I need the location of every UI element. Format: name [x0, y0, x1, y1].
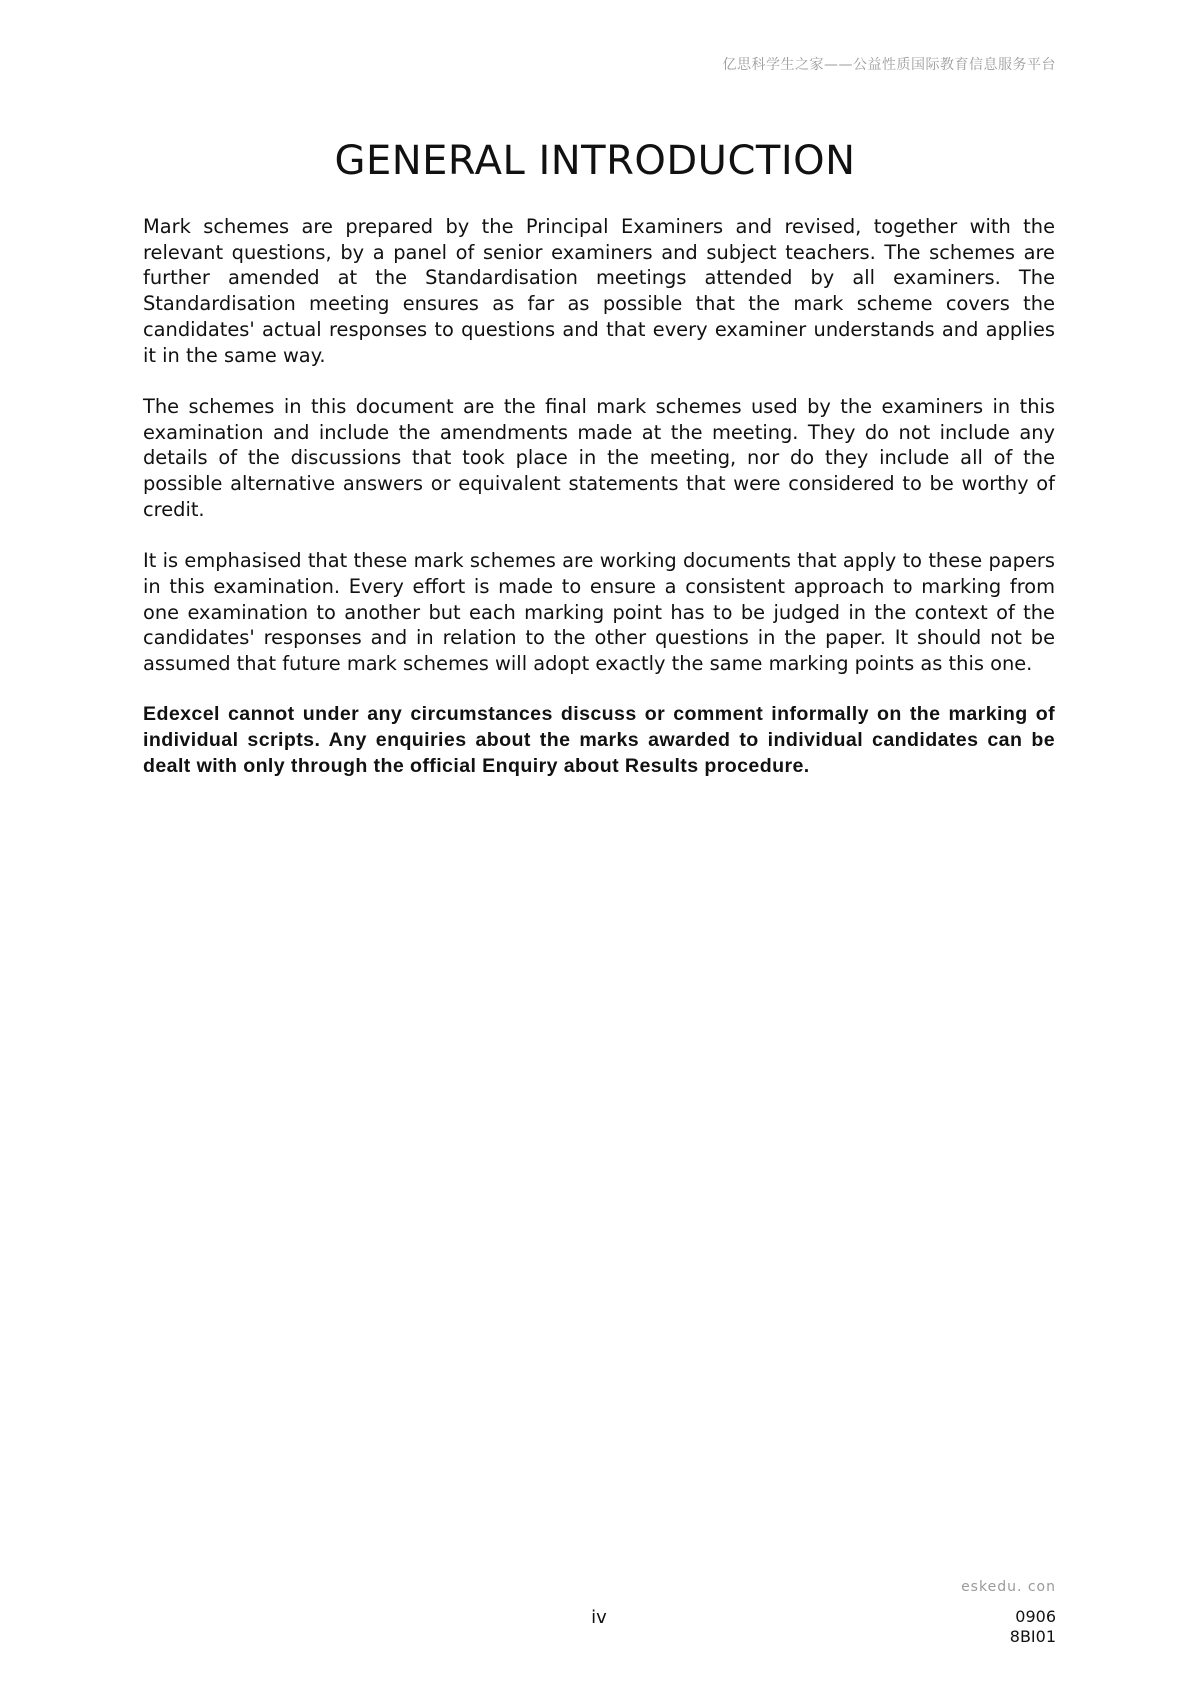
page-title: GENERAL INTRODUCTION	[334, 138, 856, 184]
paragraph-1: Mark schemes are prepared by the Principal Examiners and revised, together with the relevant questions, by a panel of senior examiners and subject teachers. The schemes are further amended at the Standardisation meetings attended by all examiners. The Standardisation meeting ensures as far as possible that the mark scheme covers the candidates' actual responses to questions and that every examiner understands and applies it in the same way.	[143, 215, 1055, 367]
footer-code-line-2: 8BI01	[1009, 1627, 1056, 1646]
header-watermark: 亿思科学生之家——公益性质国际教育信息服务平台	[722, 57, 1056, 73]
notice-paragraph: Edexcel cannot under any circumstances discuss or comment informally on the marking of individual scripts. Any enquiries about the marks awarded to individual candidates can be dealt with only through the official Enquiry about Results procedure.	[143, 703, 1055, 777]
paragraph-2: The schemes in this document are the final mark schemes used by the examiners in this examination and include the amendments made at the meeting. They do not include any details of the discussions that took place in the meeting, nor do they include all of the possible alternative answers or equivalent statements that were considered to be worthy of credit.	[143, 394, 1055, 521]
footer-code	[1010, 1607, 1056, 1647]
footer-code-line-1: 0906	[1015, 1607, 1056, 1626]
document-body	[143, 214, 1055, 805]
page-number: iv	[591, 1607, 607, 1628]
paragraph-3: It is emphasised that these mark schemes are working documents that apply to these papers in this examination. Every effort is made to ensure a consistent approach to marking from one examination to another but each marking point has to be judged in the context of the candidates' responses and in relation to the other questions in the paper. It should not be assumed that future mark schemes will adopt exactly the same marking points as this one.	[143, 549, 1055, 675]
footer-watermark: eskedu. con	[961, 1579, 1056, 1595]
